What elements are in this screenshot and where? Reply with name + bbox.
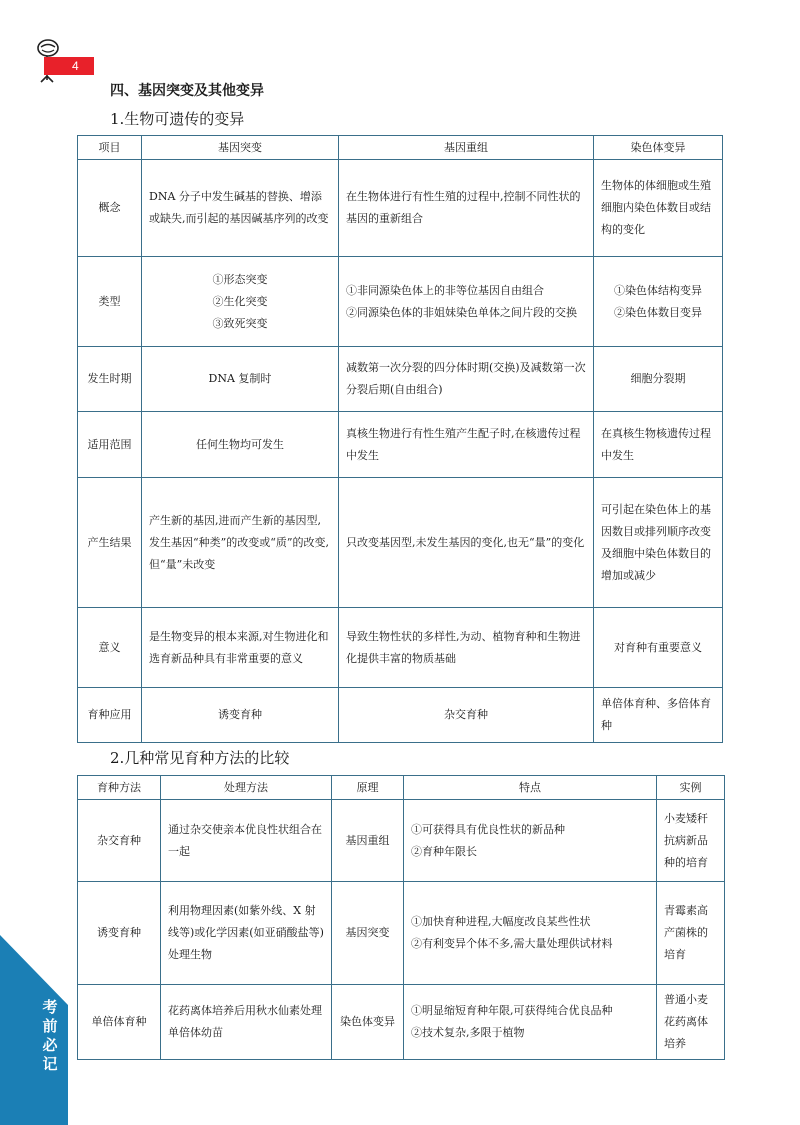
table-cell: 花药离体培养后用秋水仙素处理单倍体幼苗 — [161, 985, 332, 1060]
list-item: ②技术复杂,多限于植物 — [411, 1026, 525, 1039]
table-row — [78, 688, 723, 743]
header-cell: 基因重组 — [339, 136, 594, 160]
table-cell: 是生物变异的根本来源,对生物进化和选育新品种具有非常重要的意义 — [142, 608, 339, 688]
table-cell: 诱变育种 — [142, 688, 339, 743]
header-cell: 实例 — [657, 776, 725, 800]
table-cell: 普通小麦花药离体培养 — [657, 985, 725, 1060]
header-cell: 育种方法 — [78, 776, 161, 800]
row-label: 适用范围 — [78, 412, 142, 478]
list-item: ②同源染色体的非姐妹染色单体之间片段的交换 — [346, 305, 577, 319]
table-cell: 基因重组 — [332, 800, 404, 882]
subsection-title-2: 2.几种常见育种方法的比较 — [110, 749, 290, 767]
table-row — [78, 985, 725, 1060]
table-cell: 利用物理因素(如紫外线、X 射线等)或化学因素(如亚硝酸盐等)处理生物 — [161, 882, 332, 985]
table-cell: 生物体的体细胞或生殖细胞内染色体数目或结构的变化 — [594, 160, 723, 257]
table-cell: 单倍体育种、多倍体育种 — [594, 688, 723, 743]
table-header-row — [78, 776, 725, 800]
row-label: 产生结果 — [78, 478, 142, 608]
row-label: 意义 — [78, 608, 142, 688]
row-label: 育种应用 — [78, 688, 142, 743]
list-item: ①可获得具有优良性状的新品种 — [411, 822, 565, 836]
table-cell: 基因突变 — [332, 882, 404, 985]
variation-table — [77, 135, 723, 743]
table-row — [78, 608, 723, 688]
table-header-row — [78, 136, 723, 160]
list-item: ②染色体数目变异 — [614, 305, 702, 319]
row-label: 单倍体育种 — [78, 985, 161, 1060]
header-cell: 项目 — [78, 136, 142, 160]
header-cell: 基因突变 — [142, 136, 339, 160]
table-cell: 通过杂交使亲本优良性状组合在一起 — [161, 800, 332, 882]
list-item: ③致死突变 — [212, 316, 268, 330]
table-row — [78, 412, 723, 478]
list-item: ②有利变异个体不多,需大量处理供试材料 — [411, 937, 613, 950]
table-cell: 细胞分裂期 — [594, 347, 723, 412]
table-row — [78, 882, 725, 985]
list-item: ①加快育种进程,大幅度改良某些性状 — [411, 915, 591, 928]
table-cell — [594, 257, 723, 347]
table-cell — [404, 985, 657, 1060]
table-row — [78, 478, 723, 608]
table-cell: 在生物体进行有性生殖的过程中,控制不同性状的基因的重新组合 — [339, 160, 594, 257]
table-cell: 对育种有重要意义 — [594, 608, 723, 688]
table-cell: 真核生物进行有性生殖产生配子时,在核遗传过程中发生 — [339, 412, 594, 478]
header-cell: 染色体变异 — [594, 136, 723, 160]
table-cell: 杂交育种 — [339, 688, 594, 743]
row-label: 诱变育种 — [78, 882, 161, 985]
section-title: 四、基因突变及其他变异 — [110, 83, 264, 99]
table-row — [78, 160, 723, 257]
table-cell: 任何生物均可发生 — [142, 412, 339, 478]
row-label: 发生时期 — [78, 347, 142, 412]
list-item: ②生化突变 — [212, 294, 268, 308]
table-row — [78, 257, 723, 347]
table-cell — [404, 800, 657, 882]
list-item: ②育种年限长 — [411, 844, 477, 858]
list-item: ①非同源染色体上的非等位基因自由组合 — [346, 283, 544, 297]
list-item: ①明显缩短育种年限,可获得纯合优良品种 — [411, 1004, 613, 1017]
header-cell: 处理方法 — [161, 776, 332, 800]
table-cell: DNA 复制时 — [142, 347, 339, 412]
list-item: ①形态突变 — [212, 272, 268, 286]
table-cell: 导致生物性状的多样性,为动、植物育种和生物进化提供丰富的物质基础 — [339, 608, 594, 688]
page-number: 4 — [44, 57, 94, 75]
table-cell: 染色体变异 — [332, 985, 404, 1060]
table-cell: 在真核生物核遗传过程中发生 — [594, 412, 723, 478]
table-cell: 只改变基因型,未发生基因的变化,也无“量”的变化 — [339, 478, 594, 608]
table-cell: 减数第一次分裂的四分体时期(交换)及减数第一次分裂后期(自由组合) — [339, 347, 594, 412]
table-cell: 可引起在染色体上的基因数目或排列顺序改变及细胞中染色体数目的增加或减少 — [594, 478, 723, 608]
header-cell: 原理 — [332, 776, 404, 800]
row-label: 杂交育种 — [78, 800, 161, 882]
row-label: 概念 — [78, 160, 142, 257]
subsection-title-1: 1.生物可遗传的变异 — [110, 110, 245, 128]
table-cell: 青霉素高产菌株的培育 — [657, 882, 725, 985]
list-item: ①染色体结构变异 — [614, 283, 702, 297]
table-cell: 小麦矮秆抗病新品种的培育 — [657, 800, 725, 882]
breeding-table — [77, 775, 725, 1060]
table-cell: DNA 分子中发生碱基的替换、增添或缺失,而引起的基因碱基序列的改变 — [142, 160, 339, 257]
header-cell: 特点 — [404, 776, 657, 800]
table-cell — [339, 257, 594, 347]
table-cell: 产生新的基因,进而产生新的基因型,发生基因“种类”的改变或“质”的改变,但“量”未改变 — [142, 478, 339, 608]
table-cell — [142, 257, 339, 347]
table-cell — [404, 882, 657, 985]
table-row — [78, 800, 725, 882]
table-row — [78, 347, 723, 412]
row-label: 类型 — [78, 257, 142, 347]
side-label: 考前必记 — [42, 998, 58, 1073]
